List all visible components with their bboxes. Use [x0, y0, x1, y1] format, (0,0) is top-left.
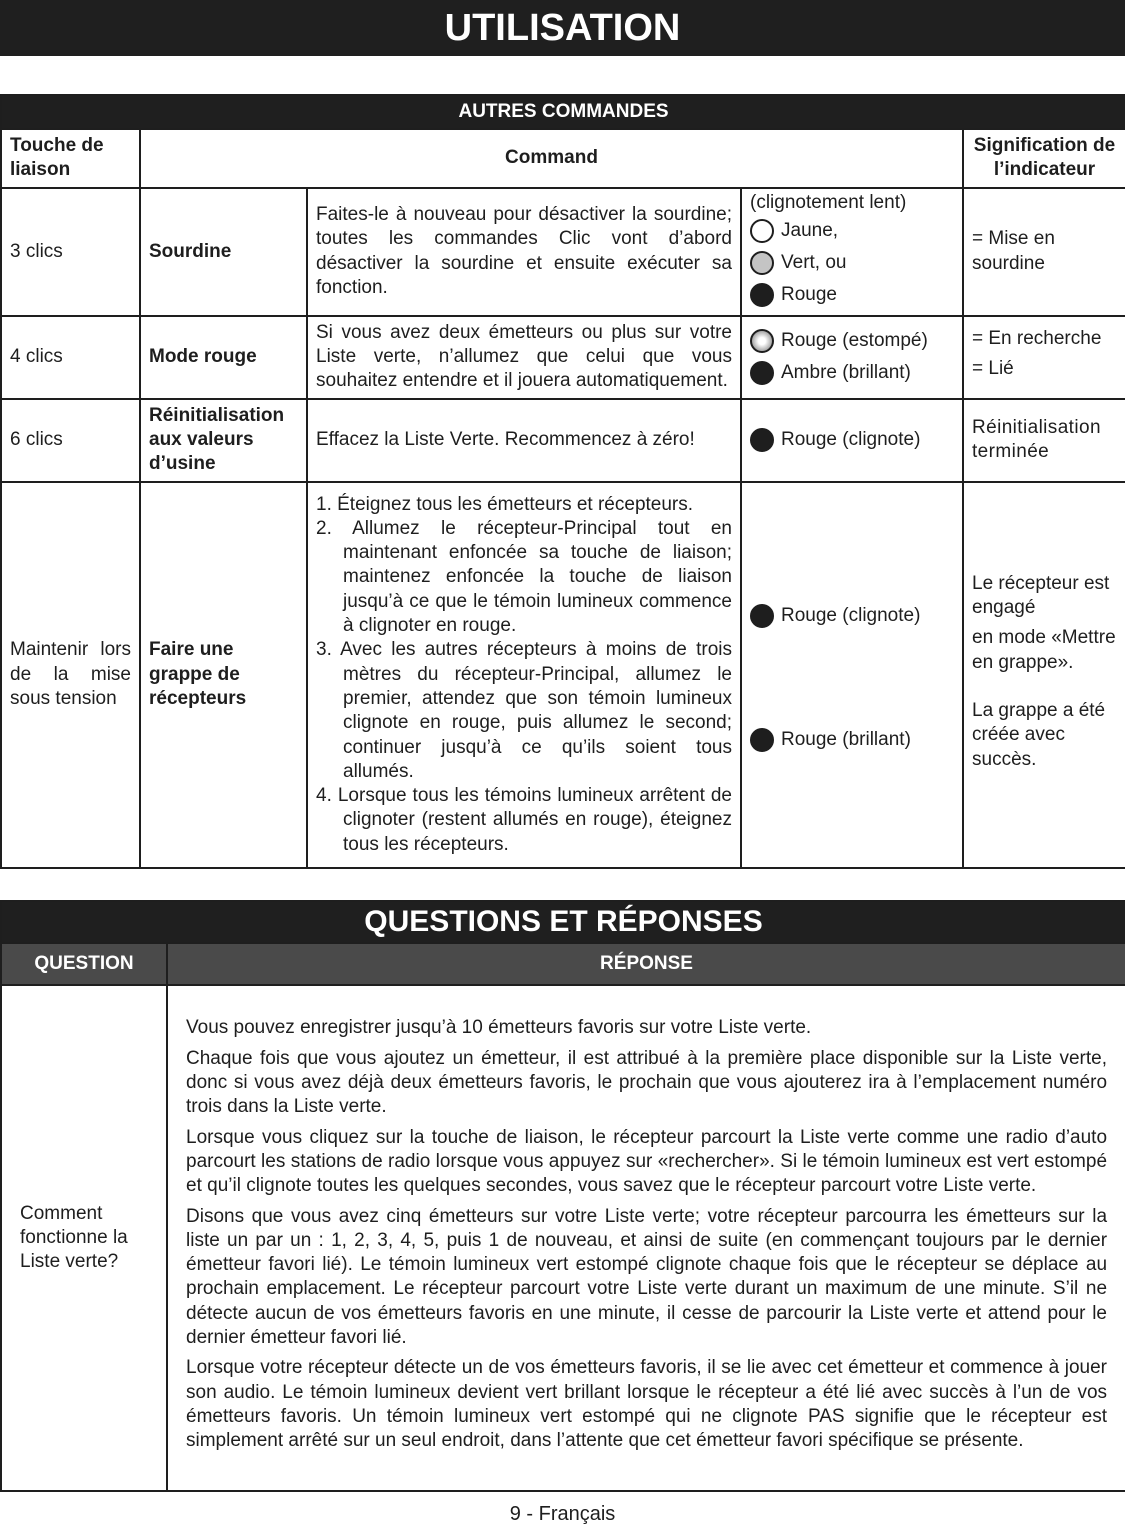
row-meaning: = Mise en sourdine	[963, 188, 1125, 316]
indicator-label: Rouge	[781, 283, 837, 305]
row-description: Effacez la Liste Verte. Recommencez à zéro!	[307, 399, 741, 482]
step-item: 1. Éteignez tous les émetteurs et récepteurs.	[316, 493, 694, 515]
row-indicators	[741, 399, 963, 482]
red-led-icon	[750, 283, 774, 307]
header-key: Touche de liaison	[1, 129, 140, 188]
table-row	[1, 399, 1125, 482]
row-command-name: Réinitialisation aux valeurs d’usine	[140, 399, 307, 482]
indicator-item	[750, 724, 954, 756]
row-indicators	[741, 482, 963, 868]
answer-paragraph: Vous pouvez enregistrer jusqu’à 10 émetteurs favoris sur votre Liste verte.	[186, 1017, 812, 1039]
meaning-line: = Lié	[972, 358, 1014, 380]
page-footer: 9 - Français	[509, 1503, 616, 1525]
indicator-note: (clignotement lent)	[750, 191, 907, 213]
row-command-name: Mode rouge	[140, 316, 307, 399]
meaning-line: La grappe a été créée avec succès.	[972, 699, 1106, 770]
green-led-icon	[750, 251, 774, 275]
answer-paragraph: Disons que vous avez cinq émetteurs sur votre Liste verte; votre récepteur parcourra les émetteurs sur la liste un par un : 1, 2, 3, 4, 5, puis 1 de nouveau, et ainsi de suite (en commençant toujours par le dernier émetteur favori lié). Le témoin lumineux vert estompé clignote chaque fois que le récepteur se déplace au prochain emplacement. Le récepteur parcourt votre Liste verte durant un maximum de une minute. S’il ne détecte aucun de vos émetteurs favoris en une minute, il cesse de parcourir la Liste verte et attend pour le dernier émetteur favori lié.	[186, 1205, 1108, 1349]
qa-header-question: QUESTION	[1, 943, 167, 985]
red-led-icon	[750, 728, 774, 752]
row-command-name: Sourdine	[140, 188, 307, 316]
indicator-label: Rouge (clignote)	[781, 429, 921, 451]
row-key: 3 clics	[1, 188, 140, 316]
row-key: 6 clics	[1, 399, 140, 482]
page-title: UTILISATION	[0, 0, 1125, 56]
indicator-label: Vert, ou	[781, 251, 847, 273]
row-command-name: Faire une grappe de récepteurs	[140, 482, 307, 868]
qa-table	[0, 900, 1125, 1492]
answer-paragraph: Chaque fois que vous ajoutez un émetteur, il est attribué à la première place disponible sur la Liste verte, donc si vous avez déjà deux émetteurs favoris, le prochain que vous ajouterez ira à l’emplacement numéro trois dans la Liste verte.	[186, 1047, 1108, 1118]
indicator-item	[750, 424, 954, 456]
meaning-line: = En recherche	[972, 328, 1102, 350]
answer-paragraph: Lorsque votre récepteur détecte un de vos émetteurs favoris, il se lie avec cet émetteur et commence à jouer son audio. Le témoin lumineux devient vert brillant lorsque le récepteur a été lié avec succès à l’un de vos émetteurs favoris. Un témoin lumineux vert estompé qui ne clignote PAS signifie que le récepteur est simplement arrêté sur un seul endroit, dans l’attente que cet émetteur favori spécifique se présente.	[186, 1357, 1108, 1452]
row-meaning: Réinitialisation terminée	[963, 399, 1125, 482]
indicator-label: Rouge (estompé)	[781, 330, 928, 352]
red-led-icon	[750, 428, 774, 452]
indicator-label: Rouge (brillant)	[781, 728, 911, 750]
row-meaning	[963, 482, 1125, 868]
indicator-label: Jaune,	[781, 219, 839, 241]
table-row	[1, 482, 1125, 868]
table-row	[1, 985, 1125, 1491]
row-indicators	[741, 188, 963, 316]
indicator-label: Rouge (clignote)	[781, 604, 921, 626]
qa-answer	[167, 985, 1125, 1491]
qa-question: Comment fonctionne la Liste verte?	[1, 985, 167, 1491]
indicator-item	[750, 325, 954, 357]
red-led-icon	[750, 604, 774, 628]
commands-table-title: AUTRES COMMANDES	[1, 95, 1125, 129]
indicator-item	[750, 215, 954, 247]
row-indicators	[741, 316, 963, 399]
step-item: 4. Lorsque tous les témoins lumineux arrêtent de clignoter (restent allumés en rouge), éteignez tous les récepteurs.	[316, 785, 732, 855]
step-item: 3. Avec les autres récepteurs à moins de trois mètres du récepteur-Principal, allumez le premier, attendez que son témoin lumineux clignote en rouge, puis allumez le second; continuer jusqu’à ce qu’ils soient tous allumés.	[316, 639, 732, 782]
indicator-item	[750, 357, 954, 389]
bright-led-icon	[750, 361, 774, 385]
meaning-line: en mode «Mettre en grappe».	[972, 627, 1116, 673]
qa-title: QUESTIONS ET RÉPONSES	[1, 901, 1125, 943]
row-description: Si vous avez deux émetteurs ou plus sur votre Liste verte, n’allumez que celui que vous souhaitez entendre et il jouera automatiquement.	[307, 316, 741, 399]
answer-paragraph: Lorsque vous cliquez sur la touche de liaison, le récepteur parcourt la Liste verte comme une radio d’auto parcourt les stations de radio lorsque vous appuyez sur «rechercher». Si le témoin lumineux est vert estompé et qu’il clignote toutes les quelques secondes, vous savez que le récepteur parcourt votre Liste verte.	[186, 1126, 1108, 1197]
meaning-line: Le récepteur est engagé	[972, 572, 1110, 619]
qa-header-answer: RÉPONSE	[167, 943, 1125, 985]
commands-table	[0, 94, 1125, 869]
table-row	[1, 316, 1125, 399]
row-meaning	[963, 316, 1125, 399]
row-key: Maintenir lors de la mise sous tension	[1, 482, 140, 868]
indicator-item	[750, 600, 954, 632]
step-item: 2. Allumez le récepteur-Principal tout en maintenant enfoncée sa touche de liaison; maintenez enfoncée la touche de liaison jusqu’à ce que le témoin lumineux commence à clignoter en rouge.	[316, 517, 732, 637]
indicator-item	[750, 279, 954, 311]
indicator-label: Ambre (brillant)	[781, 362, 911, 384]
yellow-led-icon	[750, 219, 774, 243]
row-key: 4 clics	[1, 316, 140, 399]
header-indicator: Signification de l’indicateur	[963, 129, 1125, 188]
dim-red-led-icon	[750, 329, 774, 353]
row-steps	[307, 482, 741, 868]
header-command: Command	[140, 129, 963, 188]
indicator-item	[750, 247, 954, 279]
row-description: Faites-le à nouveau pour désactiver la sourdine; toutes les commandes Clic vont d’abord désactiver la sourdine et ensuite exécuter sa fonction.	[307, 188, 741, 316]
table-row	[1, 188, 1125, 316]
